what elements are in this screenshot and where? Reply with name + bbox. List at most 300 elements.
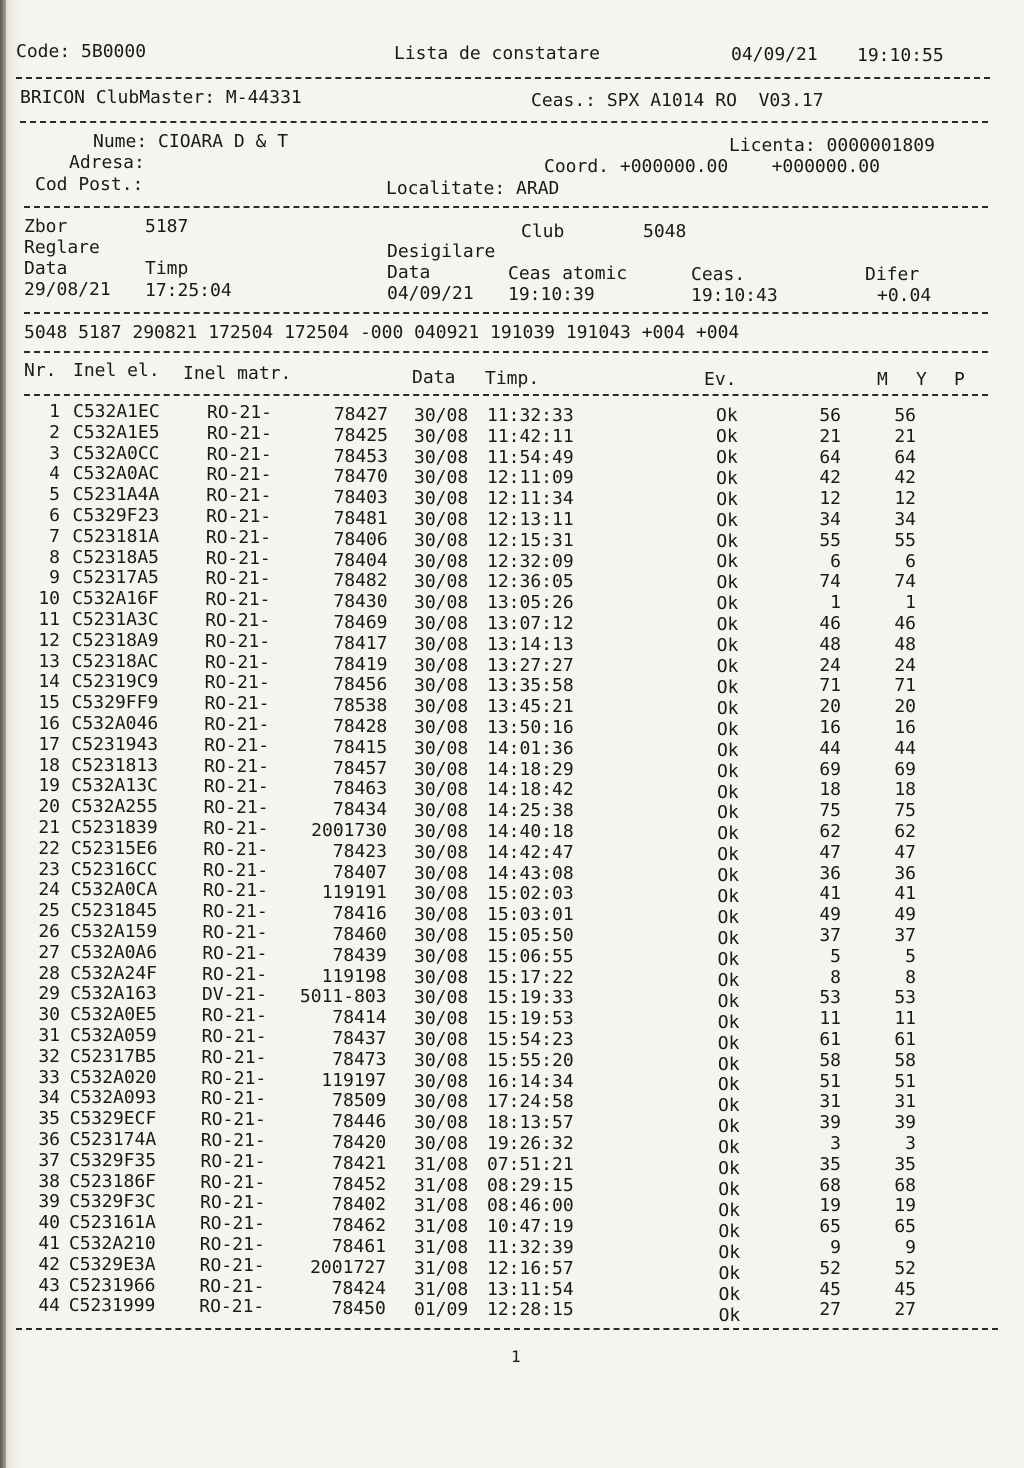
clubmaster-label: BRICON ClubMaster: M-44331 [20, 87, 302, 108]
table-row [0, 1170, 1024, 1201]
row-time: 15:06:55 [487, 945, 574, 967]
inel-country: RO-21- [205, 526, 271, 548]
inel-el: C532A059 [70, 1025, 157, 1046]
row-m: 39 [819, 1112, 841, 1134]
row-date: 31/08 [414, 1153, 469, 1175]
col-timp: Timp. [485, 368, 540, 389]
divider [24, 351, 988, 353]
row-nr: 6 [49, 505, 60, 526]
table-row [0, 983, 1024, 1012]
row-y: 58 [894, 1049, 916, 1071]
row-nr: 7 [49, 525, 60, 547]
row-time: 15:54:23 [487, 1029, 574, 1050]
row-nr: 19 [38, 775, 60, 797]
row-date: 30/08 [414, 696, 469, 718]
row-y: 46 [894, 613, 916, 634]
inel-el: C5231839 [71, 817, 158, 838]
inel-matr: 78425 [333, 424, 388, 446]
row-ev: Ok [716, 718, 739, 740]
row-nr: 12 [38, 629, 60, 651]
row-date: 30/08 [414, 841, 469, 863]
row-time: 12:11:34 [487, 488, 574, 510]
row-date: 30/08 [414, 425, 469, 447]
table-row [0, 1295, 1024, 1326]
table-row [0, 692, 1024, 719]
table-row [0, 879, 1024, 908]
owner-address: Adresa: [69, 152, 145, 173]
table-row [0, 1212, 1024, 1242]
inel-el: C5231813 [71, 754, 158, 776]
table-row [0, 1025, 1024, 1054]
row-ev: Ok [716, 530, 739, 552]
table-row [0, 1129, 1024, 1159]
row-time: 13:50:16 [487, 717, 574, 738]
row-y: 41 [894, 883, 916, 905]
row-m: 61 [819, 1029, 841, 1050]
row-m: 9 [830, 1237, 841, 1258]
row-date: 30/08 [414, 633, 469, 655]
inel-country: RO-21- [200, 1171, 266, 1193]
row-y: 62 [894, 821, 916, 842]
inel-country: RO-21- [200, 1150, 266, 1172]
row-date: 30/08 [414, 1008, 469, 1030]
row-time: 13:45:21 [487, 696, 574, 718]
row-nr: 1 [49, 401, 60, 422]
row-y: 24 [894, 654, 916, 676]
row-time: 08:29:15 [487, 1174, 574, 1196]
row-time: 15:03:01 [487, 904, 574, 926]
row-y: 74 [894, 571, 916, 593]
inel-matr: 78407 [332, 861, 387, 883]
coordinates: Coord. +000000.00 +000000.00 [544, 156, 880, 177]
row-nr: 26 [38, 921, 60, 942]
row-time: 14:25:38 [487, 800, 574, 822]
row-nr: 17 [38, 733, 60, 755]
inel-country: RO-21- [203, 818, 269, 839]
row-y: 51 [894, 1070, 916, 1092]
col-p: P [954, 369, 965, 390]
row-nr: 40 [38, 1212, 60, 1234]
row-y: 39 [894, 1112, 916, 1134]
inel-el: C5329FF9 [71, 692, 159, 714]
inel-matr: 78469 [333, 612, 388, 633]
row-nr: 16 [38, 713, 60, 734]
inel-country: RO-21- [203, 838, 269, 860]
ceas-model-label: Ceas.: SPX A1014 RO V03.17 [531, 90, 824, 111]
row-ev: Ok [716, 656, 739, 678]
desigilare-label: Desigilare [387, 241, 496, 262]
row-nr: 20 [38, 796, 60, 818]
inel-country: RO-21- [201, 1046, 267, 1068]
inel-el: C52318A9 [71, 629, 159, 651]
row-m: 68 [819, 1174, 841, 1196]
row-time: 18:13:57 [487, 1112, 574, 1134]
club-value: 5048 [643, 221, 687, 242]
row-time: 15:55:20 [487, 1049, 574, 1071]
code-label: Code: 5B0000 [16, 41, 147, 62]
row-date: 31/08 [414, 1257, 469, 1279]
row-ev: Ok [718, 1220, 741, 1242]
inel-matr: 78437 [332, 1028, 387, 1049]
col-ev: Ev. [704, 369, 737, 390]
table-row [0, 567, 1024, 594]
row-time: 19:26:32 [487, 1133, 574, 1154]
row-m: 56 [819, 405, 841, 426]
inel-el: C532A24F [70, 962, 157, 984]
row-date: 30/08 [414, 509, 469, 530]
inel-matr: 78463 [332, 778, 388, 800]
row-nr: 44 [38, 1295, 60, 1317]
row-nr: 14 [38, 671, 60, 693]
inel-matr: 78456 [333, 674, 388, 696]
row-y: 16 [894, 717, 916, 738]
inel-el: C5231943 [71, 733, 159, 755]
row-nr: 3 [49, 442, 60, 464]
table-row [0, 546, 1024, 573]
inel-country: RO-21- [203, 859, 269, 881]
row-y: 68 [894, 1174, 916, 1196]
table-row [0, 900, 1024, 929]
inel-matr: 78538 [333, 695, 388, 717]
col-y: Y [916, 369, 927, 390]
row-y: 52 [894, 1257, 916, 1279]
row-date: 30/08 [414, 592, 469, 614]
page-number: 1 [511, 1347, 521, 1366]
col-m: M [877, 369, 888, 390]
row-y: 11 [894, 1008, 916, 1030]
row-time: 13:14:13 [487, 633, 574, 655]
inel-el: C52319C9 [71, 671, 159, 693]
row-m: 44 [819, 737, 841, 759]
inel-country: RO-21- [201, 1026, 267, 1047]
owner-name: Nume: CIOARA D & T [93, 131, 289, 152]
inel-el: C532A16F [72, 588, 159, 610]
row-y: 9 [905, 1237, 916, 1258]
row-time: 13:07:12 [487, 613, 574, 634]
row-y: 31 [894, 1091, 916, 1113]
row-y: 71 [894, 675, 916, 697]
inel-country: RO-21- [205, 547, 271, 569]
row-date: 30/08 [414, 675, 469, 697]
row-time: 12:36:05 [487, 571, 574, 593]
row-nr: 33 [38, 1066, 60, 1088]
inel-country: RO-21- [206, 485, 272, 507]
inel-country: RO-21- [203, 755, 269, 777]
inel-matr: 119197 [321, 1069, 387, 1091]
row-y: 48 [894, 633, 916, 655]
row-y: 45 [894, 1278, 916, 1300]
inel-country: RO-21- [205, 610, 271, 631]
row-nr: 28 [38, 962, 60, 984]
table-row [0, 442, 1024, 468]
row-ev: Ok [718, 1158, 740, 1180]
inel-country: RO-21- [201, 1088, 267, 1110]
row-m: 20 [819, 696, 841, 718]
row-date: 30/08 [414, 529, 469, 551]
row-date: 30/08 [414, 758, 469, 780]
row-date: 30/08 [414, 737, 469, 759]
row-nr: 29 [38, 983, 60, 1005]
row-y: 20 [894, 696, 916, 718]
row-m: 64 [819, 446, 841, 468]
table-row [0, 1045, 1024, 1075]
header-time: 19:10:55 [857, 45, 944, 66]
row-date: 31/08 [414, 1174, 469, 1196]
inel-el: C5329F35 [69, 1149, 157, 1171]
row-y: 49 [894, 904, 916, 926]
row-ev: Ok [717, 844, 739, 866]
row-date: 30/08 [414, 1133, 469, 1154]
row-date: 01/09 [414, 1299, 469, 1321]
divider [24, 206, 988, 208]
row-ev: Ok [718, 1241, 741, 1263]
row-m: 53 [819, 987, 841, 1009]
row-ev: Ok [716, 593, 739, 615]
row-y: 12 [894, 488, 916, 510]
row-ev: Ok [718, 1199, 740, 1221]
row-time: 13:11:54 [487, 1278, 574, 1300]
row-time: 17:24:58 [487, 1091, 574, 1113]
row-ev: Ok [718, 1179, 740, 1201]
row-m: 75 [819, 800, 841, 822]
row-ev: Ok [716, 697, 739, 719]
row-ev: Ok [717, 1011, 740, 1033]
row-ev: Ok [718, 1116, 740, 1138]
divider [16, 77, 990, 79]
row-ev: Ok [717, 823, 739, 845]
row-date: 31/08 [414, 1216, 469, 1238]
row-date: 30/08 [414, 446, 469, 468]
row-ev: Ok [718, 1283, 741, 1305]
row-ev: Ok [717, 990, 740, 1012]
row-m: 24 [819, 654, 841, 676]
data-label-2: Data [387, 262, 431, 283]
row-ev: Ok [716, 446, 738, 468]
inel-matr: 78406 [333, 528, 388, 550]
inel-el: C532A020 [69, 1066, 157, 1088]
row-m: 5 [830, 945, 841, 967]
row-m: 11 [819, 1008, 841, 1030]
inel-el: C52315E6 [70, 837, 158, 859]
inel-matr: 78416 [332, 903, 387, 925]
inel-matr: 78430 [333, 591, 388, 613]
row-date: 30/08 [414, 883, 469, 905]
table-row [0, 1253, 1024, 1284]
row-ev: Ok [716, 676, 739, 698]
inel-el: C523181A [72, 525, 160, 547]
inel-matr: 78482 [333, 570, 388, 592]
row-m: 12 [819, 488, 841, 510]
row-m: 52 [819, 1257, 841, 1279]
row-time: 11:32:39 [487, 1237, 574, 1258]
row-nr: 22 [38, 837, 60, 859]
row-nr: 18 [38, 754, 60, 776]
row-ev: Ok [718, 1262, 741, 1284]
row-y: 35 [894, 1153, 916, 1175]
difer-label: Difer [865, 264, 920, 285]
row-nr: 10 [38, 588, 60, 610]
row-nr: 23 [38, 858, 60, 880]
row-m: 27 [819, 1299, 841, 1321]
inel-country: RO-21- [199, 1213, 265, 1235]
row-time: 14:01:36 [487, 737, 574, 759]
row-time: 12:15:31 [487, 529, 574, 551]
row-nr: 31 [38, 1025, 60, 1046]
table-row [0, 1087, 1024, 1117]
inel-country: RO-21- [204, 714, 270, 735]
row-time: 14:18:42 [487, 779, 574, 801]
inel-matr: 78452 [331, 1173, 387, 1195]
ceas-atomic-label: Ceas atomic [508, 263, 628, 284]
locality: Localitate: ARAD [386, 178, 560, 199]
row-y: 18 [894, 779, 916, 801]
row-time: 12:28:15 [487, 1299, 574, 1321]
row-ev: Ok [717, 865, 739, 887]
row-y: 53 [894, 987, 916, 1009]
row-m: 69 [819, 758, 841, 780]
table-row [0, 525, 1024, 552]
row-time: 13:05:26 [487, 592, 574, 614]
inel-el: C5231A3C [72, 609, 159, 630]
row-m: 21 [819, 425, 841, 447]
row-nr: 38 [38, 1170, 60, 1192]
row-date: 30/08 [414, 1029, 469, 1050]
inel-el: C523161A [69, 1212, 156, 1234]
inel-country: RO-21- [204, 672, 270, 694]
row-date: 30/08 [414, 717, 469, 738]
row-ev: Ok [716, 739, 739, 761]
row-date: 30/08 [414, 467, 469, 489]
inel-el: C5329E3A [68, 1253, 156, 1275]
row-date: 30/08 [414, 550, 469, 572]
row-nr: 35 [38, 1108, 60, 1130]
row-ev: Ok [717, 1032, 740, 1054]
row-nr: 9 [49, 567, 60, 589]
row-ev: Ok [717, 948, 740, 970]
row-date: 30/08 [414, 571, 469, 593]
inel-country: RO-21- [206, 506, 272, 527]
reglare-label: Reglare [24, 237, 100, 258]
row-y: 36 [894, 862, 916, 884]
row-nr: 5 [49, 484, 60, 506]
inel-matr: 78473 [332, 1048, 387, 1070]
row-ev: Ok [716, 509, 738, 531]
table-row [0, 962, 1024, 991]
table-row [0, 671, 1024, 698]
row-time: 14:18:29 [487, 758, 574, 780]
inel-matr: 78404 [333, 549, 388, 571]
row-nr: 42 [38, 1253, 60, 1275]
inel-el: C5231A4A [72, 484, 160, 506]
row-m: 36 [819, 862, 841, 884]
inel-country: RO-21- [204, 651, 270, 673]
zbor-value: 5187 [145, 216, 189, 237]
row-y: 3 [905, 1133, 916, 1154]
inel-el: C532A210 [69, 1233, 156, 1254]
owner-postal-code: Cod Post.: [35, 174, 144, 195]
inel-country: RO-21- [206, 443, 272, 465]
row-nr: 32 [38, 1045, 60, 1067]
inel-country: RO-21- [204, 734, 270, 756]
inel-country: RO-21- [202, 922, 268, 943]
difer-value: +0.04 [877, 285, 932, 306]
inel-country: RO-21- [199, 1254, 265, 1276]
row-ev: Ok [717, 1053, 740, 1075]
inel-el: C5231966 [68, 1274, 156, 1296]
table-row [0, 733, 1024, 761]
table-row [0, 713, 1024, 740]
inel-el: C52317A5 [72, 567, 159, 589]
reglare-time: 17:25:04 [145, 280, 232, 301]
inel-matr: 5011-803 [299, 986, 387, 1008]
row-y: 21 [894, 425, 916, 447]
col-data: Data [412, 367, 456, 388]
row-ev: Ok [717, 1095, 740, 1117]
row-time: 12:32:09 [487, 550, 574, 572]
inel-country: RO-21- [206, 422, 272, 444]
row-m: 18 [819, 779, 841, 801]
table-row [0, 588, 1024, 615]
row-time: 07:51:21 [487, 1153, 574, 1175]
row-nr: 43 [38, 1274, 60, 1296]
row-ev: Ok [718, 1304, 741, 1326]
timp-label: Timp [145, 258, 189, 279]
inel-matr: 78462 [331, 1215, 387, 1237]
row-time: 15:02:03 [487, 883, 574, 905]
inel-matr: 2001730 [311, 820, 387, 841]
row-y: 34 [894, 509, 916, 530]
inel-el: C532A13C [71, 775, 158, 797]
inel-country: DV-21- [201, 984, 267, 1006]
inel-matr: 78415 [333, 736, 388, 758]
row-m: 58 [819, 1049, 841, 1071]
inel-country: RO-21- [200, 1130, 266, 1151]
row-m: 49 [819, 904, 841, 926]
row-y: 55 [894, 529, 916, 551]
row-y: 5 [905, 945, 916, 967]
row-ev: Ok [716, 488, 738, 510]
row-time: 14:40:18 [487, 821, 574, 842]
divider [24, 394, 988, 396]
inel-matr: 78402 [331, 1194, 387, 1216]
inel-el: C532A159 [70, 921, 158, 942]
row-m: 45 [819, 1278, 841, 1300]
inel-country: RO-21- [203, 776, 269, 798]
row-date: 30/08 [414, 779, 469, 801]
inel-matr: 119191 [321, 882, 387, 904]
row-m: 16 [819, 717, 841, 738]
inel-matr: 78460 [332, 924, 387, 945]
row-date: 30/08 [414, 987, 469, 1009]
inel-country: RO-21- [203, 797, 269, 819]
row-date: 31/08 [414, 1278, 469, 1300]
row-ev: Ok [716, 425, 738, 447]
inel-matr: 78481 [333, 508, 388, 529]
row-ev: Ok [717, 1074, 740, 1096]
inel-el: C532A0AC [72, 463, 160, 485]
license-number: Licenta: 0000001809 [729, 135, 935, 156]
inel-el: C5231845 [70, 900, 158, 922]
row-y: 75 [894, 800, 916, 822]
row-y: 19 [894, 1195, 916, 1217]
inel-el: C5329F3C [69, 1191, 156, 1213]
zbor-label: Zbor [24, 216, 68, 237]
row-y: 44 [894, 737, 916, 759]
row-date: 30/08 [414, 966, 469, 988]
row-m: 35 [819, 1153, 841, 1175]
row-date: 30/08 [414, 654, 469, 676]
row-ev: Ok [717, 886, 740, 908]
